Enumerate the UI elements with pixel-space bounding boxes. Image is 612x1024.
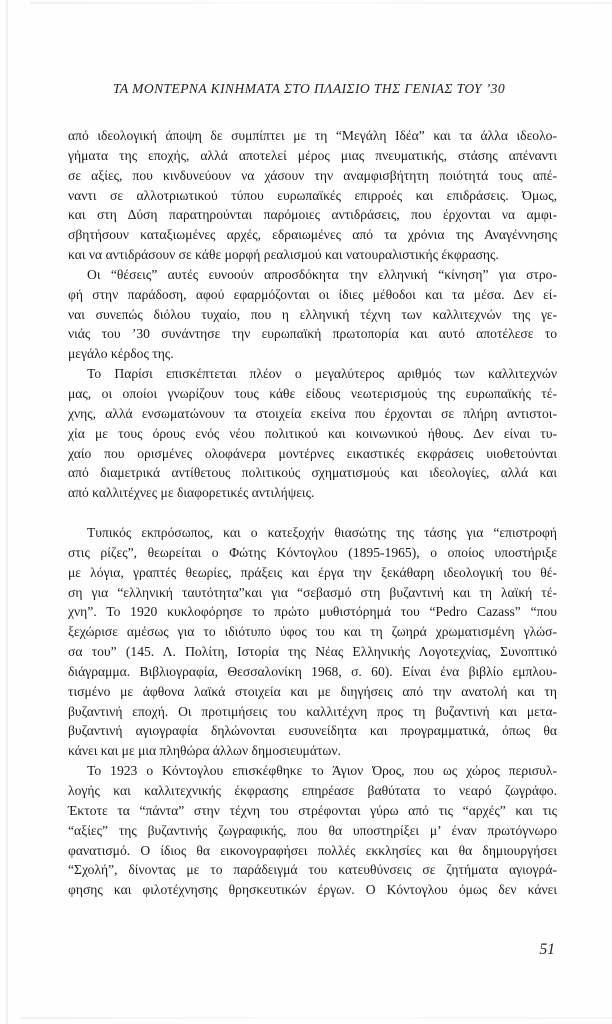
text-line: στις ρίζες”, θεωρείται ο Φώτης Κόντογλου (1895-1965), ο οποίος υποστήριξε bbox=[68, 544, 557, 560]
running-head-title: ΤΑ ΜΟΝΤΕΡΝΑ ΚΙΝΗΜΑΤΑ ΣΤΟ ΠΛΑΙΣΙΟ ΤΗΣ ΓΕΝΙΑΣ ΤΟΥ ’30 bbox=[112, 81, 506, 96]
text-line: και στη Δύση παρατηρούνται παρόμοιες αντιδράσεις, που έρχονται να αμφι- bbox=[68, 207, 557, 223]
text-line: λογής και καλλιτεχνικής έκφρασης επηρέασε βαθύτατα το νεαρό ζωγράφο. bbox=[68, 783, 557, 798]
paragraph-4 bbox=[68, 523, 557, 761]
text-line: ναντι σε αλλοτριωτικού τύπου ευρωπαϊκές επιρροές και επιδράσεις. Όμως, bbox=[68, 187, 557, 203]
text-line: με λόγια, γραπτές θεωρίες, πράξεις και έργα την ξεκάθαρη ιδεολογική του θέ- bbox=[68, 564, 557, 580]
body-text-block bbox=[68, 126, 557, 900]
text-line: τισμένο με άφθονα λαϊκά στοιχεία και με διηγήσεις από την ανατολή και τη bbox=[68, 683, 557, 699]
text-line: νιάς του ’30 συνάντησε την ευρωπαϊκή πρωτοπορία και αυτό αποτέλεσε το bbox=[68, 326, 557, 342]
text-line: φησης και φιλοτέχνησης θρησκευτικών έργων. Ο Κόντογλου όμως δεν κάνει bbox=[68, 882, 557, 898]
paragraph-1 bbox=[68, 126, 557, 265]
text-line: “αξίες” της βυζαντινής ζωγραφικής, που θα υποστηρίξει μ’ έναν πρωτόγνωρο bbox=[68, 822, 557, 838]
text-line: σε αξίες, που κινδυνεύουν να χάσουν την αναμφισβήτητη ποιότητά τους απέ- bbox=[68, 167, 557, 183]
text-line: μας, οι οποίοι γνωρίζουν τους κάθε είδους νεωτερισμούς της ευρωπαϊκής τέ- bbox=[68, 385, 557, 401]
page-number: 51 bbox=[539, 941, 555, 958]
text-line: διάγραμμα. Βιβλιογραφία, Θεσσαλονίκη 1968, σ. 60). Είναι ένα βιβλίο εμπλου- bbox=[68, 663, 557, 679]
text-line: χία με τους όρους ενός νέου πολιτικού και κοινωνικού ήθους. Δεν είναι τυ- bbox=[68, 425, 557, 441]
text-line: βυζαντινή εποχή. Οι προτιμήσεις του καλλιτέχνη προς τη βυζαντινή και μετα- bbox=[68, 703, 557, 719]
text-line: χαίο που ορισμένες ολοφάνερα μοντέρνες εικαστικές εκφράσεις υιοθετούνται bbox=[68, 445, 557, 461]
text-line: μεγάλο κέρδος της. bbox=[68, 346, 174, 362]
text-line: ναι συνεπώς διόλου τυχαίο, που η ελληνική τέχνη των καλλιτεχνών της γε- bbox=[68, 306, 557, 322]
text-line: από καλλιτέχνες με διαφορετικές αντιλήψεις. bbox=[68, 485, 315, 501]
text-line: Το Παρίσι επισκέπτεται πλέον ο μεγαλύτερος αριθμός των καλλιτεχνών bbox=[87, 366, 557, 382]
text-line: σβητήσουν καταξιωμένες αρχές, εδραιωμένες από τα χρόνια της Αναγέννησης bbox=[68, 227, 557, 243]
text-line: χνη”. Το 1920 κυκλοφόρησε το πρώτο μυθιστόρημά του “Pedro Cazass” “που bbox=[68, 604, 557, 620]
text-line: “Σχολή”, δίνοντας με το παράδειγμά του κατευθύνσεις σε ζητήματα αγιογρά- bbox=[68, 862, 557, 878]
text-line: ση για “ελληνική ταυτότητα”και για “σεβασμό στη βυζαντινή και τη λαϊκή τέ- bbox=[68, 584, 557, 600]
text-line: κάνει και με μια πληθώρα άλλων δημοσιευμάτων. bbox=[68, 743, 341, 759]
text-line: φανατισμό. Ο ίδιος θα εικονογραφήσει πολλές εκκλησίες και θα δημιουργήσει bbox=[68, 842, 557, 858]
paragraph-3 bbox=[68, 364, 557, 503]
text-line: γήματα της εποχής, αλλά αποτελεί μέρος μιας πνευματικής, στάσης απέναντι bbox=[68, 147, 557, 163]
text-line: από διαμετρικά αντίθετους πολιτικούς σχηματισμούς και ιδεολογίες, αλλά και bbox=[68, 465, 557, 481]
text-line: Έκτοτε τα “πάντα” στην τέχνη του στρέφονται γύρω από τις “αρχές” και τις bbox=[68, 802, 557, 818]
text-line: και να αντιδράσουν σε κάθε μορφή ρεαλισμού και νατουραλιστικής έκφρασης. bbox=[68, 247, 499, 263]
scan-artifact-left-edge bbox=[6, 0, 8, 1024]
text-line: βυζαντινή αγιογραφία δηλώνονται ευσυνείδητα και προγραμματικά, όπως θα bbox=[68, 723, 557, 739]
text-line: Το 1923 ο Κόντογλου επισκέφθηκε το Άγιον Όρος, που ως χώρος περισυλ- bbox=[87, 763, 557, 779]
text-line: Τυπικός εκπρόσωπος, και ο κατεξοχήν θιασώτης της τάσης για “επιστροφή bbox=[87, 525, 557, 541]
text-line: φή στην παράδοση, αφού εφαρμόζονται οι ίδιες μέθοδοι και τα μέσα. Δεν εί- bbox=[68, 286, 557, 302]
text-line: από ιδεολογική άποψη δε συμπίπτει με τη “Μεγάλη Ιδέα” και τα άλλα ιδεολο- bbox=[68, 128, 557, 143]
text-line: χνης, αλλά ενσωματώνουν τα στοιχεία εκείνα που έρχονται σε πλήρη αντιστοι- bbox=[68, 405, 557, 421]
scan-artifact-top-edge bbox=[30, 2, 612, 4]
text-line: Οι “θέσεις” αυτές ευνοούν απροσδόκητα την ελληνική “κίνηση” για στρο- bbox=[87, 266, 557, 282]
scan-artifact-bottom-edge bbox=[20, 1017, 612, 1019]
text-line: ξεχώρισε αμέσως για το ιδιότυπο ύφος του και τη ζωηρά χρωματισμένη γλώσ- bbox=[68, 624, 557, 640]
paragraph-2 bbox=[68, 265, 557, 364]
paragraph-5 bbox=[68, 761, 557, 900]
text-line: σα του” (145. Λ. Πολίτη, Ιστορία της Νέας Ελληνικής Λογοτεχνίας, Συνοπτικό bbox=[68, 644, 557, 660]
